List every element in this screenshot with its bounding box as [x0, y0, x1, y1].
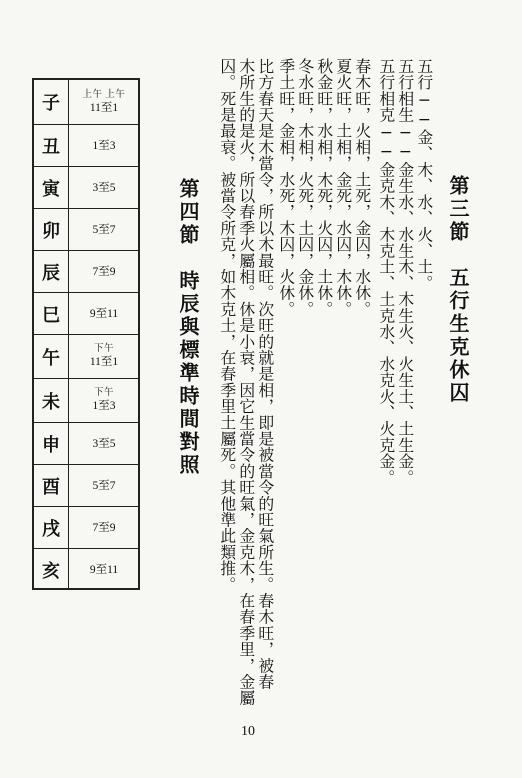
branch-cell: 未 [42, 391, 60, 413]
time-cell [70, 167, 138, 208]
time-cell [70, 125, 138, 166]
time-cell [70, 209, 138, 250]
table-row [34, 378, 138, 422]
branch-cell: 辰 [42, 262, 60, 284]
hour-range: 9至11 [89, 563, 119, 576]
hour-range: 3至5 [92, 437, 116, 450]
hour-range: 9至11 [89, 307, 119, 320]
branch-cell: 亥 [42, 560, 60, 582]
time-cell [70, 379, 138, 422]
time-cell [70, 507, 138, 548]
time-cell [70, 335, 138, 378]
text-column-11: 囚。死是最衰。被當令所克，如木克土，在春季里土屬死。其他準此類推。 [217, 58, 237, 593]
table-row [34, 80, 138, 124]
text-column-4: 春木旺，火相，土死，金囚，水休。 [352, 58, 372, 318]
text-column-3: 五行相克──金克木、木克土、土克水、水克火、火克金。 [376, 58, 396, 486]
hour-range: 11至1 [89, 101, 119, 114]
table-row [34, 464, 138, 506]
hour-range: 1至3 [92, 400, 116, 412]
period-note: 下午 [93, 388, 114, 398]
branch-cell: 巳 [42, 304, 60, 326]
branch-cell: 丑 [42, 136, 60, 158]
hour-range: 5至7 [92, 223, 116, 236]
table-row [34, 334, 138, 378]
text-column-9: 比方春天是木當令，所以木最旺。次旺的就是相，即是被當令的旺氣所生。春木旺，被春 [255, 58, 275, 690]
table-row [34, 124, 138, 166]
hour-range: 3至5 [92, 181, 116, 194]
table-row [34, 548, 138, 590]
hour-range: 11至1 [89, 356, 119, 368]
table-row [34, 166, 138, 208]
text-column-6: 秋金旺，水相，木死，火囚，土休。 [314, 58, 334, 318]
text-column-10: 木所生的是火，所以春季火屬相。休是小衰，因它生當令的旺氣，金克木，在春季里，金屬 [236, 58, 256, 706]
branch-cell: 子 [42, 93, 60, 114]
text-column-2: 五行相生──金生水、水生木、木生火、火生土、土生金。 [395, 58, 415, 486]
time-cell [70, 549, 138, 590]
text-column-5: 夏火旺，土相，金死，水囚，木休。 [333, 58, 353, 318]
hour-range: 5至7 [92, 479, 116, 492]
text-column-7: 冬水旺，木相，火死，土囚，金休。 [295, 58, 315, 318]
branch-cell: 午 [42, 347, 60, 369]
branch-cell: 申 [42, 434, 60, 456]
table-row [34, 250, 138, 292]
table-row [34, 292, 138, 334]
table-row [34, 208, 138, 250]
time-cell [70, 293, 138, 334]
text-column-1: 五行──金、木、水、火、土。 [414, 58, 434, 292]
section-4-heading: 第四節 時辰與標準時間對照 [176, 178, 200, 477]
branch-cell: 卯 [42, 220, 60, 242]
branch-cell: 酉 [42, 476, 60, 498]
table-row [34, 506, 138, 548]
page-number: 10 [241, 724, 255, 739]
time-cell [70, 465, 138, 506]
period-note: 下午 [93, 344, 114, 354]
time-cell [70, 251, 138, 292]
period-note: 上午 上午 [82, 89, 126, 100]
time-table [32, 78, 140, 590]
branch-cell: 戌 [42, 518, 60, 540]
table-row [34, 422, 138, 464]
time-cell [70, 423, 138, 464]
time-cell [70, 80, 138, 124]
branch-cell: 寅 [42, 178, 60, 200]
hour-range: 7至9 [92, 521, 116, 534]
section-3-heading: 第三節 五行生克休囚 [446, 175, 470, 405]
text-column-8: 季土旺，金相，水死，木囚，火休。 [276, 58, 296, 318]
hour-range: 1至3 [92, 139, 116, 152]
hour-range: 7至9 [92, 265, 116, 278]
